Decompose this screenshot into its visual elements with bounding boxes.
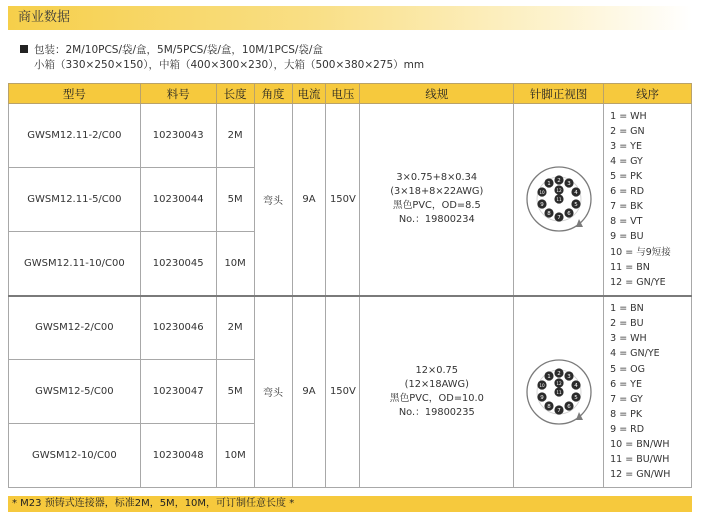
gauge-line: 黑色PVC，OD=10.0 [389, 392, 484, 404]
connector-pin-diagram [521, 354, 597, 430]
length-cell: 5M [216, 168, 254, 232]
pin-label: 12 [555, 380, 562, 386]
pin-label: 2 [556, 370, 561, 377]
voltage-cell: 150V [326, 104, 360, 296]
wire-item: 1 = WH [610, 110, 647, 122]
part-cell: 10230043 [140, 104, 216, 168]
footer-note [8, 496, 692, 512]
wire-item: 11 = BU/WH [610, 454, 670, 466]
length-cell: 2M [216, 104, 254, 168]
model-cell: GWSM12-2/C00 [9, 296, 141, 360]
pin-label: 2 [556, 178, 561, 185]
length-cell: 10M [216, 424, 254, 488]
angle-cell: 弯头 [254, 296, 292, 488]
length-cell: 2M [216, 296, 254, 360]
wire-item: 6 = YE [610, 378, 642, 390]
wire-item: 2 = GN [610, 125, 645, 137]
pin-view-cell [514, 104, 604, 296]
gauge-line: (12×18AWG) [404, 378, 469, 390]
wire-item: 9 = RD [610, 423, 645, 435]
pin-label: 9 [539, 202, 544, 209]
packaging-info [20, 43, 424, 73]
pin-label: 8 [546, 403, 551, 410]
pin-view-cell [514, 296, 604, 488]
pin-label: 10 [538, 190, 545, 196]
wire-order-cell [604, 296, 692, 488]
header-model: 型号 [9, 84, 141, 104]
pin-label: 5 [573, 394, 578, 401]
pin-label: 10 [538, 382, 545, 388]
wire-item: 4 = GY [610, 155, 643, 167]
wire-item: 5 = PK [610, 171, 643, 183]
current-cell: 9A [292, 296, 326, 488]
wire-item: 3 = WH [610, 333, 647, 345]
gauge-cell [360, 104, 514, 296]
wire-item: 5 = OG [610, 363, 646, 375]
wire-item: 10 = 与9短接 [610, 246, 671, 258]
pin-label: 11 [555, 197, 562, 203]
pin-label: 6 [566, 211, 571, 218]
part-cell: 10230045 [140, 232, 216, 296]
wire-item: 4 = GN/YE [610, 348, 660, 360]
wire-item: 3 = YE [610, 140, 642, 152]
wire-item: 7 = GY [610, 393, 643, 405]
model-cell: GWSM12.11-5/C00 [9, 168, 141, 232]
section-header [8, 6, 692, 30]
pin-label: 3 [566, 181, 571, 188]
header-wire-order: 线序 [604, 84, 692, 104]
length-cell: 5M [216, 360, 254, 424]
connector-pin-diagram [521, 161, 597, 237]
section-title: 商业数据 [18, 10, 71, 25]
header-gauge: 线规 [360, 84, 514, 104]
header-length: 长度 [216, 84, 254, 104]
footer-note-text: * M23 预铸式连接器，标准2M，5M，10M，可订制任意长度 * [12, 498, 295, 509]
square-bullet-icon [20, 45, 28, 53]
pin-label: 1 [546, 181, 551, 188]
pin-label: 9 [539, 394, 544, 401]
angle-cell: 弯头 [254, 104, 292, 296]
pin-label: 12 [555, 188, 562, 194]
part-cell: 10230047 [140, 360, 216, 424]
wire-item: 12 = GN/WH [610, 469, 671, 481]
gauge-cell [360, 296, 514, 488]
model-cell: GWSM12.11-2/C00 [9, 104, 141, 168]
gauge-line: No.：19800235 [398, 406, 475, 418]
pin-label: 8 [546, 211, 551, 218]
current-cell: 9A [292, 104, 326, 296]
wire-item: 10 = BN/WH [610, 439, 670, 451]
table-header-row [9, 84, 692, 104]
part-cell: 10230046 [140, 296, 216, 360]
header-current: 电流 [292, 84, 326, 104]
packaging-line-2: 小箱（330×250×150），中箱（400×300×230），大箱（500×380×275）mm [34, 59, 425, 71]
table-row [9, 296, 692, 360]
wire-item: 11 = BN [610, 261, 650, 273]
wire-item: 8 = VT [610, 216, 643, 228]
pin-label: 7 [556, 215, 561, 222]
pin-label: 6 [566, 403, 571, 410]
wire-item: 8 = PK [610, 408, 643, 420]
model-cell: GWSM12.11-10/C00 [9, 232, 141, 296]
model-cell: GWSM12-5/C00 [9, 360, 141, 424]
pin-label: 7 [556, 407, 561, 414]
pin-label: 1 [546, 373, 551, 380]
voltage-cell: 150V [326, 296, 360, 488]
part-cell: 10230044 [140, 168, 216, 232]
length-cell: 10M [216, 232, 254, 296]
wire-order-cell [604, 104, 692, 296]
packaging-line-1: 包装：2M/10PCS/袋/盒，5M/5PCS/袋/盒，10M/1PCS/袋/盒 [34, 44, 323, 56]
gauge-line: 12×0.75 [415, 364, 459, 376]
gauge-line: 3×0.75+8×0.34 [396, 172, 478, 184]
pin-label: 3 [566, 373, 571, 380]
wire-item: 7 = BK [610, 201, 643, 213]
wire-item: 2 = BU [610, 318, 644, 330]
part-cell: 10230048 [140, 424, 216, 488]
wire-item: 12 = GN/YE [610, 276, 666, 288]
spec-table [8, 83, 692, 488]
header-pin-view: 针脚正视图 [514, 84, 604, 104]
wire-item: 1 = BN [610, 303, 644, 315]
gauge-line: 黑色PVC，OD=8.5 [392, 200, 481, 212]
table-row [9, 104, 692, 168]
header-angle: 角度 [254, 84, 292, 104]
wire-item: 6 = RD [610, 186, 645, 198]
gauge-line: (3×18+8×22AWG) [390, 186, 484, 198]
pin-label: 4 [573, 190, 578, 197]
header-voltage: 电压 [326, 84, 360, 104]
header-part: 料号 [140, 84, 216, 104]
pin-label: 4 [573, 382, 578, 389]
pin-label: 11 [555, 389, 562, 395]
gauge-line: No.：19800234 [398, 214, 475, 226]
pin-label: 5 [573, 202, 578, 209]
wire-item: 9 = BU [610, 231, 644, 243]
model-cell: GWSM12-10/C00 [9, 424, 141, 488]
